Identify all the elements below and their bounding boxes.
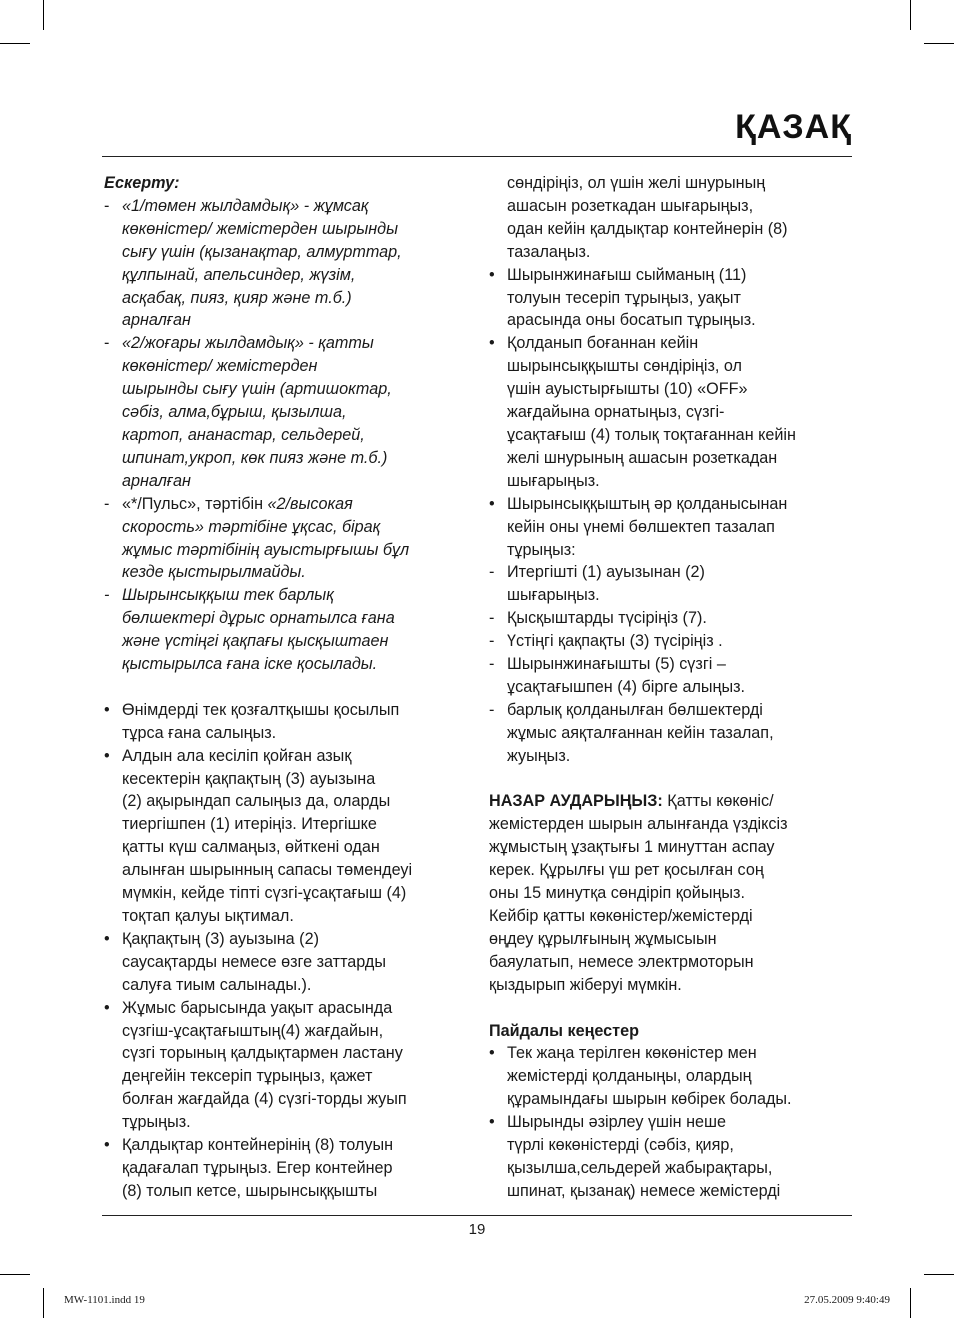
crop-mark (910, 1288, 911, 1318)
text-line: «2/жоғары жылдамдық» - қатты (122, 334, 374, 353)
text-line: Өнімдерді тек қозғалтқышы қосылып (122, 700, 400, 719)
text-line: қыстырылса ғана іске қосылады. (122, 655, 378, 674)
left-column (104, 172, 470, 1203)
list-marker: - (104, 494, 110, 513)
text-line: Итергішті (1) ауызынан (2) (507, 563, 705, 582)
text-line: мүмкін, кейде тіпті сүзгі-ұсақтағыш (4) (122, 884, 407, 903)
text-line: жемістерді қолданыңы, олардың (507, 1067, 752, 1086)
text-line: салуға тиым салынады.). (122, 975, 312, 994)
list-item (104, 584, 470, 676)
text-line: тұрса ғана салыңыз. (122, 723, 277, 742)
list-item (104, 997, 470, 1134)
list-item (489, 653, 851, 699)
text-line: болған жағдайда (4) сүзгі-торды жуып (122, 1090, 407, 1109)
list-marker: • (489, 494, 495, 513)
file-name: MW-1101.indd 19 (64, 1294, 145, 1306)
text-line: бөлшектері дұрыс орнатылса ғана (122, 609, 395, 628)
attention-paragraph (489, 790, 851, 813)
list-marker: • (104, 998, 110, 1017)
text-line: оны 15 минутқа сөндіріп қойыңыз. (489, 884, 745, 903)
text-line: тиергішпен (1) итеріңіз. Итергішке (122, 815, 377, 834)
text-line: желі шнурының ашасын розеткадан (507, 448, 778, 467)
list-item (489, 630, 851, 653)
list-marker: • (489, 334, 495, 353)
list-marker: - (489, 700, 495, 719)
text-line: жуыңыз. (507, 746, 571, 765)
list-item (489, 1042, 851, 1111)
list-item (489, 561, 851, 607)
list-item (489, 264, 851, 333)
list-marker: • (104, 746, 110, 765)
text-line: Шырынды әзірлеу үшін неше (507, 1113, 726, 1132)
list-item (104, 928, 470, 997)
text-line: саусақтарды немесе өзге заттарды (122, 952, 387, 971)
list-marker: - (104, 586, 110, 605)
text-line: шығарыңыз. (507, 471, 600, 490)
text-line: керек. Құрылғы үш рет қосылған соң (489, 861, 764, 880)
list-item (104, 1134, 470, 1203)
list-marker: • (489, 1113, 495, 1132)
list-marker: • (489, 1044, 495, 1063)
text-line: шырынсыққышты сөндіріңіз, ол (507, 357, 742, 376)
attention-label: НАЗАР АУДАРЫҢЫЗ: (489, 792, 663, 811)
list-marker: • (489, 265, 495, 284)
text-line: барлық қолданылған бөлшектерді (507, 700, 763, 719)
list-marker: - (489, 655, 495, 674)
page-number: 19 (468, 1221, 486, 1238)
text-line: қызылша,сельдерей жабырақтары, (507, 1158, 773, 1177)
text-line: қыздырып жіберуі мүмкін. (489, 975, 682, 994)
text-line: Шырынсыққыштың әр қолданысынан (507, 494, 788, 513)
list-item (489, 607, 851, 630)
crop-mark (924, 1274, 954, 1275)
text-line: картоп, ананастар, сельдерей, (122, 425, 365, 444)
list-item (104, 699, 470, 745)
text-line: арналған (122, 471, 191, 490)
text-line: жағдайына орнатыңыз, сүзгі- (507, 403, 725, 422)
list-marker: • (104, 929, 110, 948)
crop-mark (924, 43, 954, 44)
text-line: ұсақтағышпен (4) бірге алыңыз. (507, 677, 746, 696)
spacer (489, 997, 851, 1020)
list-marker: - (489, 609, 495, 628)
list-item (489, 493, 851, 562)
text-line: ашасын розеткадан шығарыңыз, (507, 196, 754, 215)
text-line: кейін оны үнемі бөлшектеп тазалап (507, 517, 775, 536)
spacer (104, 676, 470, 699)
footer-divider (102, 1215, 852, 1216)
crop-mark (0, 1274, 30, 1275)
text-line: тұрыңыз. (122, 1113, 191, 1132)
text-line: тоқтап қалуы ықтимал. (122, 906, 294, 925)
text-segment: «2/высокая (267, 494, 353, 513)
list-item (104, 195, 470, 332)
list-marker: • (104, 1136, 110, 1155)
text-line: скорость» тәртібіне ұқсас, бірақ (122, 517, 381, 536)
list-item (489, 699, 851, 768)
text-line: деңгейін тексеріп тұрыңыз, қажет (122, 1067, 373, 1086)
text-line: «1/төмен жылдамдық» - жұмсақ (122, 196, 369, 215)
text-line: арасында оны босатып тұрыңыз. (507, 311, 756, 330)
text-line: Шырынжинағышты (5) сүзгі – (507, 655, 726, 674)
text-line: шырынды сығу үшін (артишоктар, (122, 380, 392, 399)
text-line: ұсақтағыш (4) толық тоқтағаннан кейін (507, 425, 796, 444)
text-line: алынған шырынның сапасы төмендеуі (122, 861, 413, 880)
text-line: жұмыстың ұзақтығы 1 минуттан аспау (489, 838, 775, 857)
list-marker: • (104, 700, 110, 719)
list-item (104, 493, 470, 585)
text-line: Қақпақтың (3) ауызына (2) (122, 929, 319, 948)
text-line: асқабақ, пияз, қияр және т.б.) (122, 288, 352, 307)
text-line: жемістерден шырын алынғанда үздіксіз (489, 815, 788, 834)
list-marker: - (104, 334, 110, 353)
text-line: (2) ақырындап салыңыз да, оларды (122, 792, 391, 811)
text-line: көкөністер/ жемістерден (122, 357, 318, 376)
text-line: шпинат, қызанақ) немесе жемістерді (507, 1181, 781, 1200)
text-line: толуын тесеріп тұрыңыз, уақыт (507, 288, 741, 307)
list-marker: - (489, 563, 495, 582)
text-segment: Қатты көкөніс/ (662, 792, 774, 811)
text-line: Қысқыштарды түсіріңіз (7). (507, 609, 707, 628)
list-item (104, 745, 470, 928)
spacer (489, 768, 851, 791)
list-item (104, 332, 470, 492)
text-line: құлпынай, апельсиндер, жүзім, (122, 265, 356, 284)
text-segment: «*/Пульс», тәртібін (122, 494, 264, 513)
text-line: қатты күш салмаңыз, өйткені одан (122, 838, 380, 857)
text-line: одан кейін қалдықтар контейнерін (8) (507, 219, 788, 238)
crop-mark (0, 43, 30, 44)
text-line: Кейбір қатты көкөністер/жемістерді (489, 906, 753, 925)
text-line: Қалдықтар контейнерінің (8) толуын (122, 1136, 394, 1155)
text-line: Алдын ала кесіліп қойған азық (122, 746, 352, 765)
crop-mark (43, 1288, 44, 1318)
text-line: сәбіз, алма,бұрыш, қызылша, (122, 403, 347, 422)
text-line: Үстіңгі қақпақты (3) түсіріңіз . (507, 632, 723, 651)
right-column (489, 172, 851, 1203)
print-timestamp: 27.05.2009 9:40:49 (804, 1294, 890, 1306)
text-line: қадағалап тұрыңыз. Егер контейнер (122, 1158, 393, 1177)
text-line: (8) толып кетсе, шырынсыққышты (122, 1181, 378, 1200)
text-line: құрамындағы шырын көбірек болады. (507, 1090, 792, 1109)
list-marker: - (489, 632, 495, 651)
text-line: арналған (122, 311, 191, 330)
page-title: ҚАЗАҚ (735, 108, 852, 146)
text-line: тұрыңыз: (507, 540, 576, 559)
text-line: жұмыс тәртібінің ауыстырғышы бұл (122, 540, 410, 559)
tips-heading: Пайдалы кеңестер (489, 1021, 639, 1040)
note-heading: Ескерту: (104, 174, 180, 192)
crop-mark (43, 0, 44, 30)
text-line: Жұмыс барысында уақыт арасында (122, 998, 393, 1017)
text-line: сүзгіш-ұсақтағыштың(4) жағдайын, (122, 1021, 384, 1040)
text-line: шығарыңыз. (507, 586, 600, 605)
text-line: және үстіңгі қақпағы қысқыштаен (122, 632, 389, 651)
text-line: жұмыс аяқталғаннан кейін тазалап, (507, 723, 774, 742)
text-line: баяулатып, немесе электрмоторын (489, 952, 754, 971)
crop-mark (910, 0, 911, 30)
text-line: Шырынжинағыш сыйманың (11) (507, 265, 747, 284)
list-item (489, 1111, 851, 1203)
text-line: көкөністер/ жемістерден шырынды (122, 219, 398, 238)
text-line (122, 493, 470, 516)
text-line: сөндіріңіз, ол үшін желі шнурының (507, 174, 766, 192)
text-line: сүзгі торының қалдықтармен ластану (122, 1044, 403, 1063)
text-line: үшін ауыстырғышты (10) «OFF» (507, 380, 748, 399)
text-line: шпинат,укроп, көк пияз және т.б.) (122, 448, 388, 467)
list-item (489, 332, 851, 492)
text-line: кезде қыстырылмайды. (122, 563, 306, 582)
text-line: Тек жаңа терілген көкөністер мен (507, 1044, 757, 1063)
text-line: Шырынсыққыш тек барлық (122, 586, 334, 605)
text-line: тазалаңыз. (507, 242, 591, 261)
list-marker: - (104, 196, 110, 215)
text-line: түрлі көкөністерді (сәбіз, қияр, (507, 1136, 734, 1155)
text-line: сығу үшін (қызанақтар, алмурттар, (122, 242, 402, 261)
header-divider (102, 156, 852, 157)
text-line: Қолданып боғаннан кейін (507, 334, 699, 353)
text-line: кесектерін қақпақтың (3) ауызына (122, 769, 376, 788)
text-line: өңдеу құрылғының жұмысыын (489, 929, 717, 948)
